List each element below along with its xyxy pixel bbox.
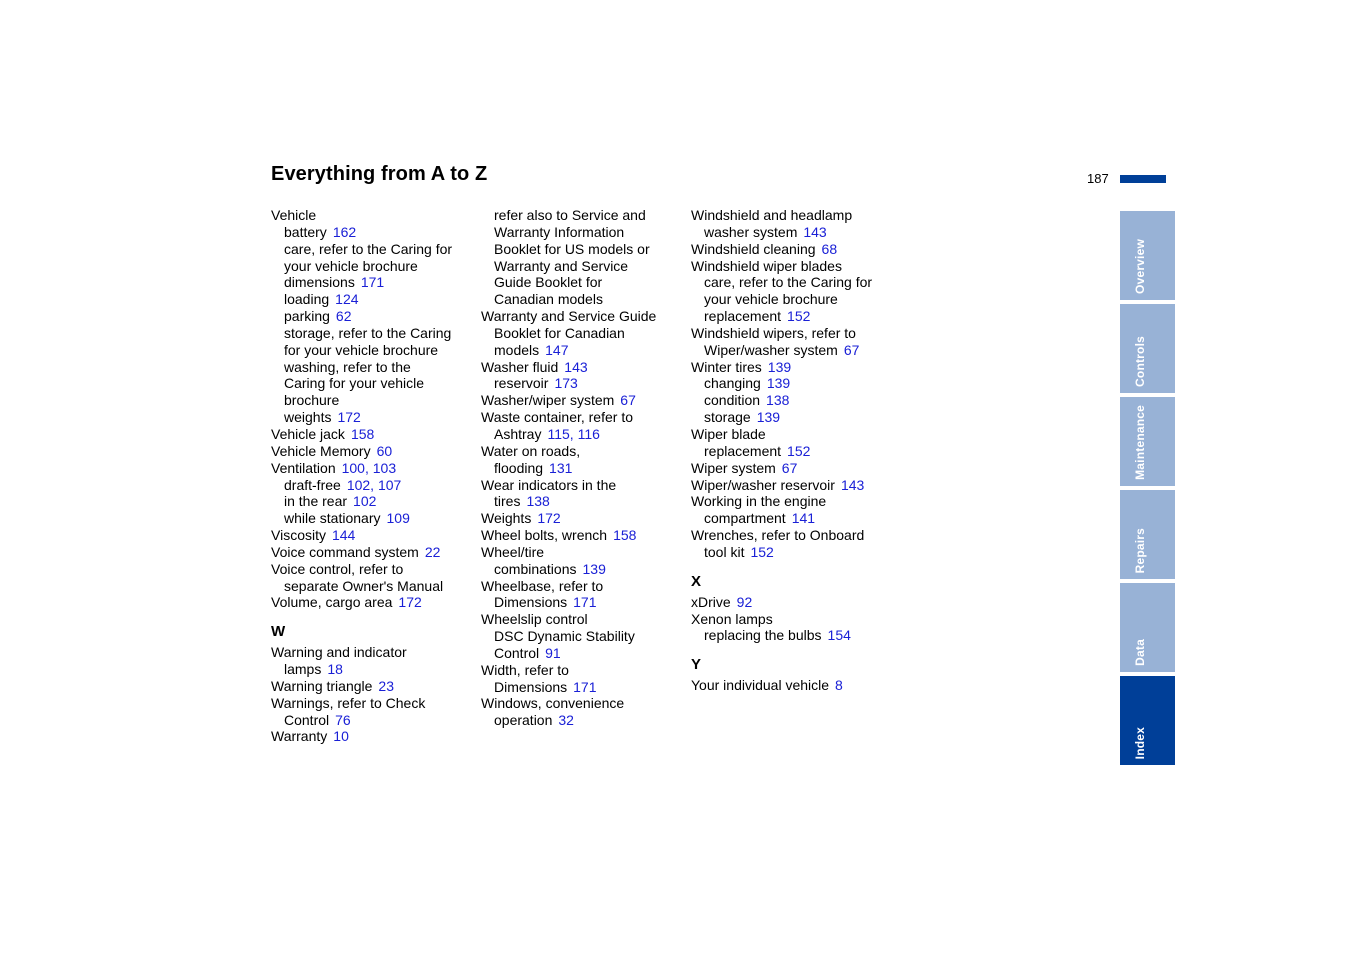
index-entry-text: loading: [284, 291, 330, 308]
index-entry: [271, 728, 476, 745]
tab-label: Overview: [1133, 239, 1147, 294]
page-reference-link[interactable]: 131: [549, 459, 573, 476]
index-subentry: [271, 392, 476, 409]
index-subentry: [271, 510, 476, 527]
index-subentry: [481, 460, 686, 477]
index-entry-text: changing: [704, 375, 761, 392]
page-reference-link[interactable]: 172: [398, 594, 422, 611]
index-entry: [481, 477, 686, 494]
index-subentry: [691, 443, 906, 460]
index-entry-text: combinations: [494, 560, 577, 577]
index-entry-text: Waste container, refer to: [481, 409, 633, 426]
page-reference-link[interactable]: 162: [332, 223, 357, 240]
page-reference-link[interactable]: 152: [787, 442, 811, 459]
page-reference-link[interactable]: 152: [750, 543, 774, 560]
index-entry: [691, 677, 906, 694]
tab-label: Repairs: [1133, 527, 1147, 573]
index-entry-text: Vehicle: [271, 207, 317, 223]
index-entry: [271, 561, 476, 578]
index-entry: [691, 460, 906, 477]
index-entry-text: Dimensions: [494, 678, 568, 695]
page-reference-link[interactable]: 68: [821, 240, 838, 257]
index-entry-text: Washer/wiper system: [481, 392, 615, 409]
index-entry: [481, 510, 686, 527]
page-number: 187: [1087, 171, 1109, 186]
page-reference-link[interactable]: 32: [558, 712, 574, 729]
tab-overview[interactable]: [1120, 211, 1175, 300]
index-entry-text: Warning and indicator: [271, 644, 407, 661]
page-reference-link[interactable]: 139: [756, 409, 781, 426]
index-subentry: [481, 561, 686, 578]
index-entry-text: Wiper system: [691, 459, 776, 476]
index-entry-text: Warranty and Service Guide: [481, 308, 657, 325]
index-entry-text: draft-free: [284, 476, 341, 493]
index-entry: [271, 695, 476, 712]
index-subentry: [691, 627, 906, 644]
index-entry-text: brochure: [284, 392, 340, 409]
index-subentry: [691, 409, 906, 426]
index-entry-text: Wheelbase, refer to: [481, 577, 604, 594]
index-entry-text: in the rear: [284, 493, 348, 510]
index-entry-text: Warranty Information: [494, 223, 625, 240]
index-entry-text: Wrenches, refer to Onboard: [691, 527, 865, 544]
index-entry: [691, 594, 906, 611]
index-subentry: [271, 578, 476, 595]
index-entry-text: care, refer to the Caring for: [704, 274, 873, 291]
index-entry-text: weights: [284, 409, 332, 426]
index-entry-text: Wiper/washer system: [704, 341, 838, 358]
tab-repairs[interactable]: [1120, 490, 1175, 579]
page-reference-link[interactable]: 124: [335, 291, 359, 308]
index-subentry: [271, 291, 476, 308]
page-title: Everything from A to Z: [271, 163, 488, 185]
index-entry-text: models: [494, 341, 540, 358]
index-entry-text: Wheelslip control: [481, 611, 588, 628]
index-entry-text: lamps: [284, 661, 322, 678]
page-reference-link[interactable]: 158: [613, 527, 637, 544]
index-subentry: [691, 291, 906, 308]
index-entry: [481, 409, 686, 426]
index-entry-text: washer system: [704, 223, 798, 240]
page-reference-link[interactable]: 22: [424, 543, 441, 560]
index-entry: [271, 644, 476, 661]
index-entry-text: Booklet for Canadian: [494, 324, 625, 341]
index-subentry: [481, 426, 686, 443]
page-reference-link[interactable]: 92: [736, 593, 753, 610]
index-entry-text: parking: [284, 308, 330, 325]
page-reference-link[interactable]: 171: [573, 594, 597, 611]
index-entry-text: Windshield cleaning: [691, 240, 816, 257]
page-reference-link[interactable]: 76: [335, 711, 351, 728]
index-subentry: [271, 241, 476, 258]
index-subentry: [271, 325, 476, 342]
index-entry: [691, 527, 906, 544]
index-entry-text: Wiper/washer reservoir: [691, 476, 835, 493]
index-entry-text: Windshield wipers, refer to: [691, 324, 856, 341]
index-entry-text: battery: [284, 223, 327, 240]
index-entry: [691, 493, 906, 510]
index-entry: [481, 611, 686, 628]
index-entry-text: for your vehicle brochure: [284, 341, 439, 358]
page-reference-link[interactable]: 173: [554, 375, 578, 392]
index-subentry: [691, 375, 906, 392]
index-entry-text: Ashtray: [494, 425, 542, 442]
index-entry-text: Guide Booklet for: [494, 274, 603, 291]
index-entry: [271, 594, 476, 611]
index-entry: [481, 308, 686, 325]
index-entry-text: refer also to Service and: [494, 207, 646, 223]
index-entry-text: replacement: [704, 442, 782, 459]
index-subentry: [271, 258, 476, 275]
index-subentry: [481, 224, 686, 241]
index-subentry: [271, 359, 476, 376]
index-entry-text: Ventilation: [271, 459, 336, 476]
index-subentry: [691, 544, 906, 561]
index-subentry: [271, 661, 476, 678]
index-entry-text: reservoir: [494, 375, 549, 392]
index-entry-text: separate Owner's Manual: [284, 577, 444, 594]
index-entry-text: Viscosity: [271, 527, 326, 544]
index-entry-text: replacing the bulbs: [704, 627, 822, 644]
page-reference-link[interactable]: 18: [327, 661, 343, 678]
index-entry-text: Warning triangle: [271, 677, 373, 694]
index-entry: [481, 527, 686, 544]
page-reference-link[interactable]: 138: [766, 392, 790, 409]
index-entry: [481, 392, 686, 409]
index-column-3: [691, 207, 906, 694]
page-reference-link[interactable]: 143: [803, 223, 827, 240]
index-entry-text: Your individual vehicle: [691, 677, 830, 694]
index-subentry: [481, 679, 686, 696]
index-entry-text: Warnings, refer to Check: [271, 694, 426, 711]
index-subentry: [481, 258, 686, 275]
index-entry-text: dimensions: [284, 274, 355, 291]
index-subentry: [691, 308, 906, 325]
index-entry-text: Wheel/tire: [481, 543, 545, 560]
index-subentry: [481, 375, 686, 392]
index-subentry: [691, 342, 906, 359]
index-entry-text: Wiper blade: [691, 425, 766, 442]
index-entry: [481, 544, 686, 561]
index-entry-text: Canadian models: [494, 291, 603, 308]
index-subentry: [481, 274, 686, 291]
index-entry: [691, 611, 906, 628]
index-subentry: [481, 342, 686, 359]
tab-data[interactable]: [1120, 583, 1175, 672]
index-subentry: [481, 493, 686, 510]
page-reference-link[interactable]: 171: [360, 274, 385, 291]
index-entry-text: Wheel bolts, wrench: [481, 527, 608, 544]
index-entry-text: storage: [704, 409, 751, 426]
index-subentry: [271, 375, 476, 392]
index-entry: [691, 241, 906, 258]
index-subentry: [691, 392, 906, 409]
index-entry-text: Vehicle jack: [271, 425, 345, 442]
page-reference-link[interactable]: 23: [378, 677, 394, 694]
index-entry-text: Control: [494, 644, 540, 661]
index-subentry: [481, 712, 686, 729]
index-subentry: [481, 325, 686, 342]
index-subentry: [481, 291, 686, 308]
index-entry-text: condition: [704, 392, 761, 409]
index-subentry: [481, 207, 686, 224]
index-entry: [691, 477, 906, 494]
index-entry: [481, 662, 686, 679]
tab-label: Maintenance: [1133, 405, 1147, 480]
index-entry-text: Voice control, refer to: [271, 560, 404, 577]
index-subentry: [271, 493, 476, 510]
page-reference-link[interactable]: 60: [376, 442, 393, 459]
index-entry-text: while stationary: [284, 510, 381, 527]
index-entry-text: DSC Dynamic Stability: [494, 628, 635, 645]
index-subentry: [271, 409, 476, 426]
index-entry-text: Booklet for US models or: [494, 240, 650, 257]
page-reference-link[interactable]: 67: [843, 341, 860, 358]
index-entry: [481, 359, 686, 376]
tab-maintenance[interactable]: [1120, 397, 1175, 486]
index-subentry: [481, 594, 686, 611]
page-reference-link[interactable]: 143: [564, 358, 588, 375]
index-entry: [271, 544, 476, 561]
index-entry: [481, 443, 686, 460]
index-subentry: [271, 477, 476, 494]
page-reference-link[interactable]: 102: [353, 493, 377, 510]
index-entry-text: flooding: [494, 459, 544, 476]
index-subentry: [271, 308, 476, 325]
page-reference-link[interactable]: 172: [537, 510, 561, 527]
page-reference-link[interactable]: 100, 103: [341, 459, 397, 476]
index-letter-heading: Y: [691, 656, 702, 674]
page-reference-link[interactable]: 91: [545, 644, 561, 661]
page-reference-link[interactable]: 154: [827, 627, 851, 644]
index-entry: [271, 426, 476, 443]
index-entry: [271, 527, 476, 544]
index-entry: [691, 359, 906, 376]
page-reference-link[interactable]: 139: [766, 375, 791, 392]
index-entry-text: Warranty and Service: [494, 257, 629, 274]
page-reference-link[interactable]: 152: [787, 308, 811, 325]
page-reference-link[interactable]: 147: [545, 341, 569, 358]
page-reference-link[interactable]: 10: [333, 728, 349, 745]
page-reference-link[interactable]: 172: [337, 409, 361, 426]
page-reference-link[interactable]: 67: [781, 459, 798, 476]
index-entry-text: Windshield and headlamp: [691, 207, 853, 223]
index-entry-text: Weights: [481, 510, 532, 527]
index-entry-text: Water on roads,: [481, 442, 581, 459]
index-entry-text: Winter tires: [691, 358, 762, 375]
index-entry: [271, 678, 476, 695]
page-reference-link[interactable]: 115, 116: [547, 425, 600, 442]
index-entry: [691, 258, 906, 275]
page-reference-link[interactable]: 144: [331, 527, 356, 544]
page-reference-link[interactable]: 102, 107: [346, 476, 402, 493]
index-subentry: [691, 274, 906, 291]
index-entry-text: compartment: [704, 510, 786, 527]
index-entry: [481, 578, 686, 595]
index-entry-text: Warranty: [271, 728, 328, 745]
index-entry-text: care, refer to the Caring for: [284, 240, 453, 257]
section-tabs: [1120, 211, 1175, 769]
tab-label: Index: [1133, 726, 1147, 759]
page-reference-link[interactable]: 138: [526, 493, 550, 510]
index-entry: [271, 443, 476, 460]
index-subentry: [481, 628, 686, 645]
index-entry-text: Dimensions: [494, 594, 568, 611]
tab-label: Data: [1133, 639, 1147, 666]
index-entry-text: Windows, convenience: [481, 695, 625, 712]
index-subentry: [271, 712, 476, 729]
index-entry: [691, 207, 906, 224]
page-reference-link[interactable]: 139: [767, 358, 792, 375]
index-entry-text: Working in the engine: [691, 493, 827, 510]
index-entry-text: Washer fluid: [481, 358, 559, 375]
index-letter-heading: W: [271, 623, 286, 641]
index-entry: [271, 207, 476, 224]
index-column-1: [271, 207, 476, 745]
index-entry-text: Windshield wiper blades: [691, 257, 842, 274]
index-entry-text: washing, refer to the: [284, 358, 411, 375]
index-entry-text: Vehicle Memory: [271, 442, 371, 459]
tab-index[interactable]: [1120, 676, 1175, 765]
index-entry-text: Voice command system: [271, 543, 419, 560]
index-entry-text: Width, refer to: [481, 661, 569, 678]
index-entry-text: replacement: [704, 308, 782, 325]
index-entry: [481, 695, 686, 712]
index-subentry: [691, 510, 906, 527]
tab-label: Controls: [1133, 336, 1147, 387]
index-entry-text: Xenon lamps: [691, 610, 773, 627]
index-entry-text: Caring for your vehicle: [284, 375, 425, 392]
index-subentry: [691, 224, 906, 241]
page-reference-link[interactable]: 141: [791, 510, 816, 527]
page-reference-link[interactable]: 62: [335, 308, 352, 325]
index-entry-text: your vehicle brochure: [704, 291, 838, 308]
page-reference-link[interactable]: 158: [350, 425, 375, 442]
page-reference-link[interactable]: 171: [573, 678, 597, 695]
index-entry-text: operation: [494, 712, 553, 729]
index-entry-text: Control: [284, 711, 330, 728]
index-entry-text: tool kit: [704, 543, 745, 560]
index-entry: [691, 426, 906, 443]
index-subentry: [481, 645, 686, 662]
index-entry-text: xDrive: [691, 593, 731, 610]
index-subentry: [271, 224, 476, 241]
page-marker-bar: [1120, 175, 1166, 183]
page-reference-link[interactable]: 139: [582, 560, 606, 577]
index-column-2: [481, 207, 686, 729]
tab-controls[interactable]: [1120, 304, 1175, 393]
index-entry-text: storage, refer to the Caring: [284, 324, 452, 341]
index-entry-text: Volume, cargo area: [271, 594, 393, 611]
index-entry: [691, 325, 906, 342]
index-entry-text: Wear indicators in the: [481, 476, 617, 493]
index-letter-heading: X: [691, 572, 702, 590]
page-reference-link[interactable]: 67: [620, 392, 636, 409]
index-entry-text: your vehicle brochure: [284, 257, 418, 274]
index-entry-text: tires: [494, 493, 521, 510]
index-entry: [271, 460, 476, 477]
page-reference-link[interactable]: 8: [835, 677, 843, 694]
index-subentry: [271, 274, 476, 291]
index-subentry: [481, 241, 686, 258]
index-subentry: [271, 342, 476, 359]
page-reference-link[interactable]: 109: [386, 510, 410, 527]
page-reference-link[interactable]: 143: [840, 476, 865, 493]
